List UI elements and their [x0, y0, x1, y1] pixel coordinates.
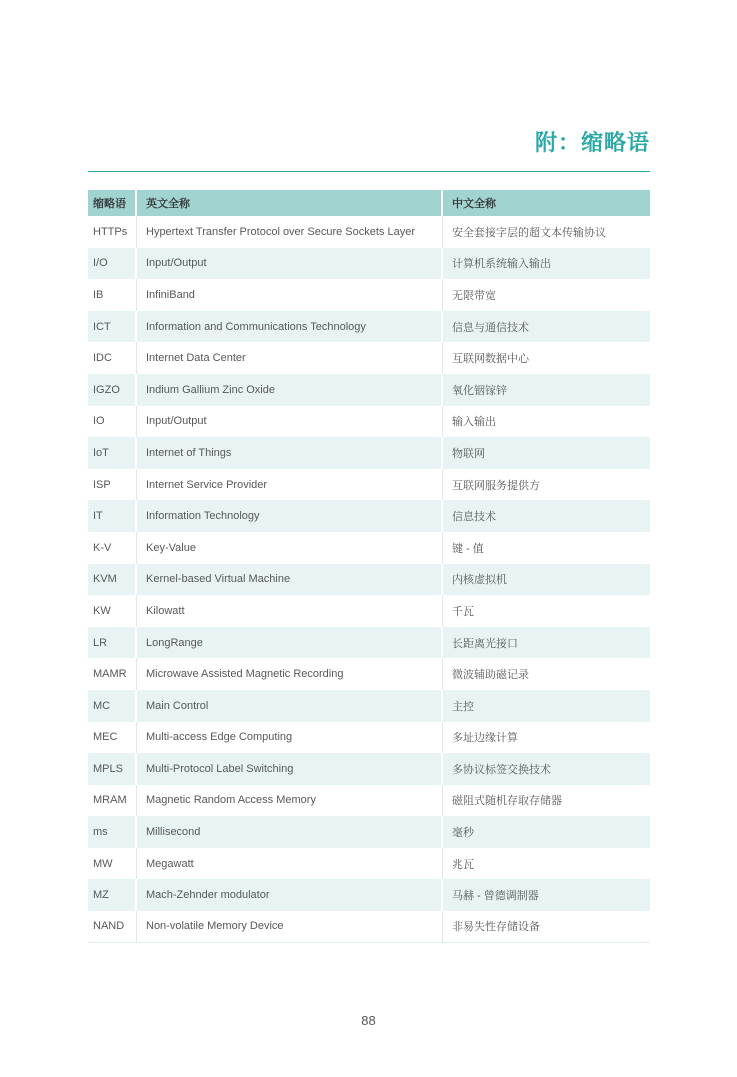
english-cell: Hypertext Transfer Protocol over Secure Sockets Layer	[137, 216, 443, 248]
abbr-cell: KW	[88, 595, 137, 627]
chinese-cell: 马赫 - 曾德调制器	[443, 879, 650, 911]
chinese-cell: 安全套接字层的超文本传输协议	[443, 216, 650, 248]
abbr-cell: IoT	[88, 437, 137, 469]
chinese-cell: 氧化铟镓锌	[443, 374, 650, 406]
abbreviation-table-body	[88, 216, 650, 943]
english-cell: Multi-access Edge Computing	[137, 722, 443, 754]
chinese-cell: 磁阻式随机存取存储器	[443, 785, 650, 817]
english-cell: Mach-Zehnder modulator	[137, 879, 443, 911]
abbr-cell: MEC	[88, 722, 137, 754]
table-row	[88, 437, 650, 469]
abbr-cell: MRAM	[88, 785, 137, 817]
english-cell: Key-Value	[137, 532, 443, 564]
chinese-cell: 非易失性存储设备	[443, 911, 650, 943]
english-cell: Input/Output	[137, 406, 443, 438]
chinese-cell: 互联网服务提供方	[443, 469, 650, 501]
col-header-english: 英文全称	[137, 190, 443, 216]
table-row	[88, 658, 650, 690]
abbr-cell: K-V	[88, 532, 137, 564]
chinese-cell: 键 - 值	[443, 532, 650, 564]
english-cell: LongRange	[137, 627, 443, 659]
chinese-cell: 信息与通信技术	[443, 311, 650, 343]
abbr-cell: IGZO	[88, 374, 137, 406]
table-row	[88, 753, 650, 785]
english-cell: Multi-Protocol Label Switching	[137, 753, 443, 785]
chinese-cell: 多协议标签交换技术	[443, 753, 650, 785]
table-row	[88, 248, 650, 280]
header-row	[88, 190, 650, 216]
english-cell: Internet Data Center	[137, 342, 443, 374]
chinese-cell: 计算机系统输入输出	[443, 248, 650, 280]
english-cell: Indium Gallium Zinc Oxide	[137, 374, 443, 406]
table-row	[88, 216, 650, 248]
abbreviation-table	[88, 190, 650, 943]
col-header-abbr: 缩略语	[88, 190, 137, 216]
page-title: 附：缩略语	[534, 130, 650, 155]
english-cell: Internet of Things	[137, 437, 443, 469]
abbr-cell: LR	[88, 627, 137, 659]
table-row	[88, 595, 650, 627]
english-cell: Millisecond	[137, 816, 443, 848]
table-row	[88, 879, 650, 911]
english-cell: Main Control	[137, 690, 443, 722]
table-row	[88, 785, 650, 817]
table-row	[88, 911, 650, 943]
abbr-cell: IDC	[88, 342, 137, 374]
abbr-cell: NAND	[88, 911, 137, 943]
english-cell: Kilowatt	[137, 595, 443, 627]
col-header-chinese: 中文全称	[443, 190, 650, 216]
table-row	[88, 342, 650, 374]
english-cell: InfiniBand	[137, 279, 443, 311]
english-cell: Magnetic Random Access Memory	[137, 785, 443, 817]
abbr-cell: I/O	[88, 248, 137, 280]
english-cell: Information and Communications Technology	[137, 311, 443, 343]
chinese-cell: 长距离光接口	[443, 627, 650, 659]
abbr-cell: ICT	[88, 311, 137, 343]
abbr-cell: MC	[88, 690, 137, 722]
chinese-cell: 千瓦	[443, 595, 650, 627]
table-row	[88, 469, 650, 501]
chinese-cell: 信息技术	[443, 500, 650, 532]
abbr-cell: HTTPs	[88, 216, 137, 248]
table-row	[88, 406, 650, 438]
chinese-cell: 无限带宽	[443, 279, 650, 311]
table-row	[88, 279, 650, 311]
abbreviation-table-header	[88, 190, 650, 216]
table-row	[88, 690, 650, 722]
chinese-cell: 兆瓦	[443, 848, 650, 880]
abbr-cell: MW	[88, 848, 137, 880]
abbr-cell: ms	[88, 816, 137, 848]
abbr-cell: IB	[88, 279, 137, 311]
table-row	[88, 627, 650, 659]
english-cell: Internet Service Provider	[137, 469, 443, 501]
page-number: 88	[361, 1013, 376, 1028]
abbr-cell: IT	[88, 500, 137, 532]
abbr-cell: MPLS	[88, 753, 137, 785]
chinese-cell: 输入输出	[443, 406, 650, 438]
abbr-cell: MZ	[88, 879, 137, 911]
title-divider	[88, 171, 650, 172]
abbr-cell: MAMR	[88, 658, 137, 690]
table-row	[88, 311, 650, 343]
abbr-cell: ISP	[88, 469, 137, 501]
english-cell: Megawatt	[137, 848, 443, 880]
abbr-cell: IO	[88, 406, 137, 438]
table-row	[88, 848, 650, 880]
english-cell: Information Technology	[137, 500, 443, 532]
chinese-cell: 内核虚拟机	[443, 564, 650, 596]
table-row	[88, 500, 650, 532]
table-row	[88, 564, 650, 596]
chinese-cell: 毫秒	[443, 816, 650, 848]
table-row	[88, 722, 650, 754]
chinese-cell: 多址边缘计算	[443, 722, 650, 754]
english-cell: Kernel-based Virtual Machine	[137, 564, 443, 596]
chinese-cell: 主控	[443, 690, 650, 722]
english-cell: Input/Output	[137, 248, 443, 280]
table-row	[88, 816, 650, 848]
chinese-cell: 互联网数据中心	[443, 342, 650, 374]
abbr-cell: KVM	[88, 564, 137, 596]
chinese-cell: 物联网	[443, 437, 650, 469]
chinese-cell: 微波辅助磁记录	[443, 658, 650, 690]
table-row	[88, 374, 650, 406]
english-cell: Non-volatile Memory Device	[137, 911, 443, 943]
english-cell: Microwave Assisted Magnetic Recording	[137, 658, 443, 690]
table-row	[88, 532, 650, 564]
